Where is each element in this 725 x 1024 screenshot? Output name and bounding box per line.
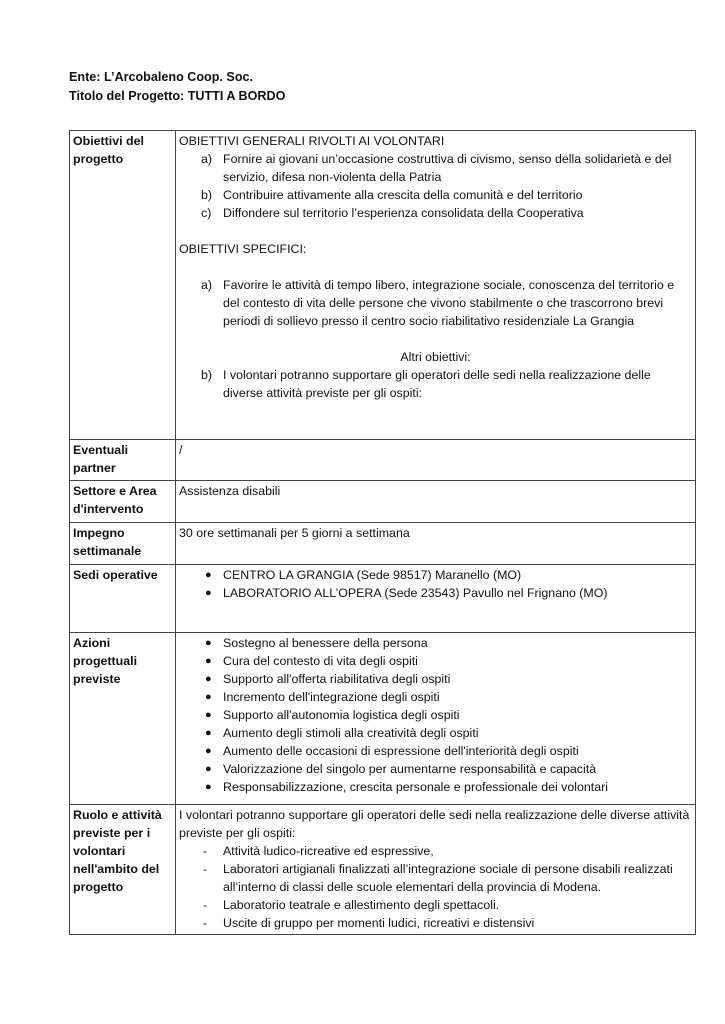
label-azioni: Azioni progettuali previste	[70, 633, 176, 805]
list-item	[179, 742, 692, 760]
dash-marker: -	[203, 898, 208, 912]
list-item	[179, 276, 692, 330]
list-marker: b)	[201, 188, 213, 202]
bullet-icon: ●	[205, 637, 212, 649]
list-item-text: Fornire ai giovani un’occasione costruttiva di civismo, senso della solidarietà e del servizio, difesa non-violenta della Patria	[223, 152, 672, 184]
value-obiettivi	[176, 131, 696, 440]
list-item-text: CENTRO LA GRANGIA (Sede 98517) Maranello (MO)	[223, 568, 522, 582]
value-azioni	[176, 633, 696, 805]
list-item-text: LABORATORIO ALL’OPERA (Sede 23543) Pavullo nel Frignano (MO)	[223, 586, 608, 600]
value-ruolo	[176, 805, 696, 935]
bullet-icon: ●	[205, 569, 212, 581]
list-item-text: Diffondere sul territorio l’esperienza consolidata della Cooperativa	[223, 206, 584, 220]
value-impegno: 30 ore settimanali per 5 giorni a settimana	[176, 523, 696, 565]
ruolo-list	[179, 842, 692, 932]
list-item-text: Aumento delle occasioni di espressione dell'interiorità degli ospiti	[223, 744, 579, 758]
list-item-text: Uscite di gruppo per momenti ludici, ricreativi e distensivi	[223, 916, 535, 930]
label-impegno: Impegno settimanale	[70, 523, 176, 565]
list-item-text: Sostegno al benessere della persona	[223, 636, 428, 650]
list-item-text: I volontari potranno supportare gli operatori delle sedi nella realizzazione delle diverse attività previste per gli ospiti:	[223, 368, 651, 400]
list-item-text: Laboratori artigianali finalizzati all’integrazione sociale di persone disabili realizzati all’interno di classi delle scuole elementari della provincia di Modena.	[223, 862, 673, 894]
list-item-text: Favorire le attività di tempo libero, integrazione sociale, conoscenza del territorio e del contesto di vita delle persone che vivono stabilmente o che trascorrono brevi periodi di sollievo presso il centro socio riabilitativo residenziale La Grangia	[223, 278, 675, 328]
list-item-text: Cura del contesto di vita degli ospiti	[223, 654, 418, 668]
list-item-text: Aumento degli stimoli alla creatività degli ospiti	[223, 726, 479, 740]
list-item	[179, 670, 692, 688]
list-item	[179, 366, 692, 402]
list-item	[179, 724, 692, 742]
list-item	[179, 860, 692, 896]
bullet-icon: ●	[205, 709, 212, 721]
label-ruolo: Ruolo e attività previste per i volontari nell'ambito del progetto	[70, 805, 176, 935]
list-item	[179, 634, 692, 652]
list-item-text: Valorizzazione del singolo per aumentarne responsabilità e capacità	[223, 762, 597, 776]
label-settore: Settore e Area d'intervento	[70, 481, 176, 523]
list-item-text: Incremento dell'integrazione degli ospiti	[223, 690, 440, 704]
bullet-icon: ●	[205, 655, 212, 667]
list-item-text: Supporto all'autonomia logistica degli ospiti	[223, 708, 460, 722]
specifici-title: OBIETTIVI SPECIFICI:	[179, 242, 307, 256]
list-item	[179, 584, 692, 602]
bullet-icon: ●	[205, 745, 212, 757]
sedi-list	[179, 566, 692, 602]
dash-marker: -	[203, 916, 208, 930]
label-partner: Eventuali partner	[70, 440, 176, 481]
label-obiettivi: Obiettivi del progetto	[70, 131, 176, 440]
list-item	[179, 652, 692, 670]
value-settore: Assistenza disabili	[176, 481, 696, 523]
dash-marker: -	[203, 862, 208, 876]
bullet-icon: ●	[205, 587, 212, 599]
list-item-text: Attività ludico-ricreative ed espressive,	[223, 844, 434, 858]
list-item-text: Responsabilizzazione, crescita personale e professionale dei volontari	[223, 780, 609, 794]
value-partner: /	[176, 440, 696, 481]
list-item-text: Laboratorio teatrale e allestimento degli spettacoli.	[223, 898, 500, 912]
dash-marker: -	[203, 844, 208, 858]
list-item	[179, 760, 692, 778]
list-item-text: Supporto all'offerta riabilitativa degli ospiti	[223, 672, 451, 686]
list-marker: a)	[201, 152, 213, 166]
list-item	[179, 706, 692, 724]
list-item	[179, 186, 692, 204]
ruolo-intro: I volontari potranno supportare gli operatori delle sedi nella realizzazione delle diverse attività previste per gli ospiti:	[179, 808, 690, 840]
list-marker: a)	[201, 278, 213, 292]
list-marker: b)	[201, 368, 213, 382]
list-item	[179, 566, 692, 584]
row-partner	[70, 440, 696, 481]
label-sedi: Sedi operative	[70, 565, 176, 633]
list-item	[179, 688, 692, 706]
list-item	[179, 914, 692, 932]
list-item	[179, 778, 692, 796]
bullet-icon: ●	[205, 691, 212, 703]
list-item	[179, 842, 692, 860]
altri-list	[179, 366, 692, 402]
azioni-list	[179, 634, 692, 796]
specifici-list	[179, 276, 692, 330]
bullet-icon: ●	[205, 673, 212, 685]
list-item	[179, 204, 692, 222]
list-item	[179, 150, 692, 186]
ente-line: Ente: L’Arcobaleno Coop. Soc.	[69, 70, 254, 84]
project-table	[69, 130, 696, 935]
list-marker: c)	[201, 206, 212, 220]
row-ruolo	[70, 805, 696, 935]
document-header	[69, 68, 285, 106]
list-item	[179, 896, 692, 914]
generali-list	[179, 150, 692, 222]
bullet-icon: ●	[205, 763, 212, 775]
value-sedi	[176, 565, 696, 633]
row-settore	[70, 481, 696, 523]
generali-title: OBIETTIVI GENERALI RIVOLTI AI VOLONTARI	[179, 134, 445, 148]
row-sedi	[70, 565, 696, 633]
bullet-icon: ●	[205, 727, 212, 739]
altri-title: Altri obiettivi:	[400, 350, 471, 364]
row-obiettivi	[70, 131, 696, 440]
titolo-line: Titolo del Progetto: TUTTI A BORDO	[69, 89, 286, 103]
list-item-text: Contribuire attivamente alla crescita della comunità e del territorio	[223, 188, 583, 202]
bullet-icon: ●	[205, 781, 212, 793]
row-impegno	[70, 523, 696, 565]
row-azioni	[70, 633, 696, 805]
